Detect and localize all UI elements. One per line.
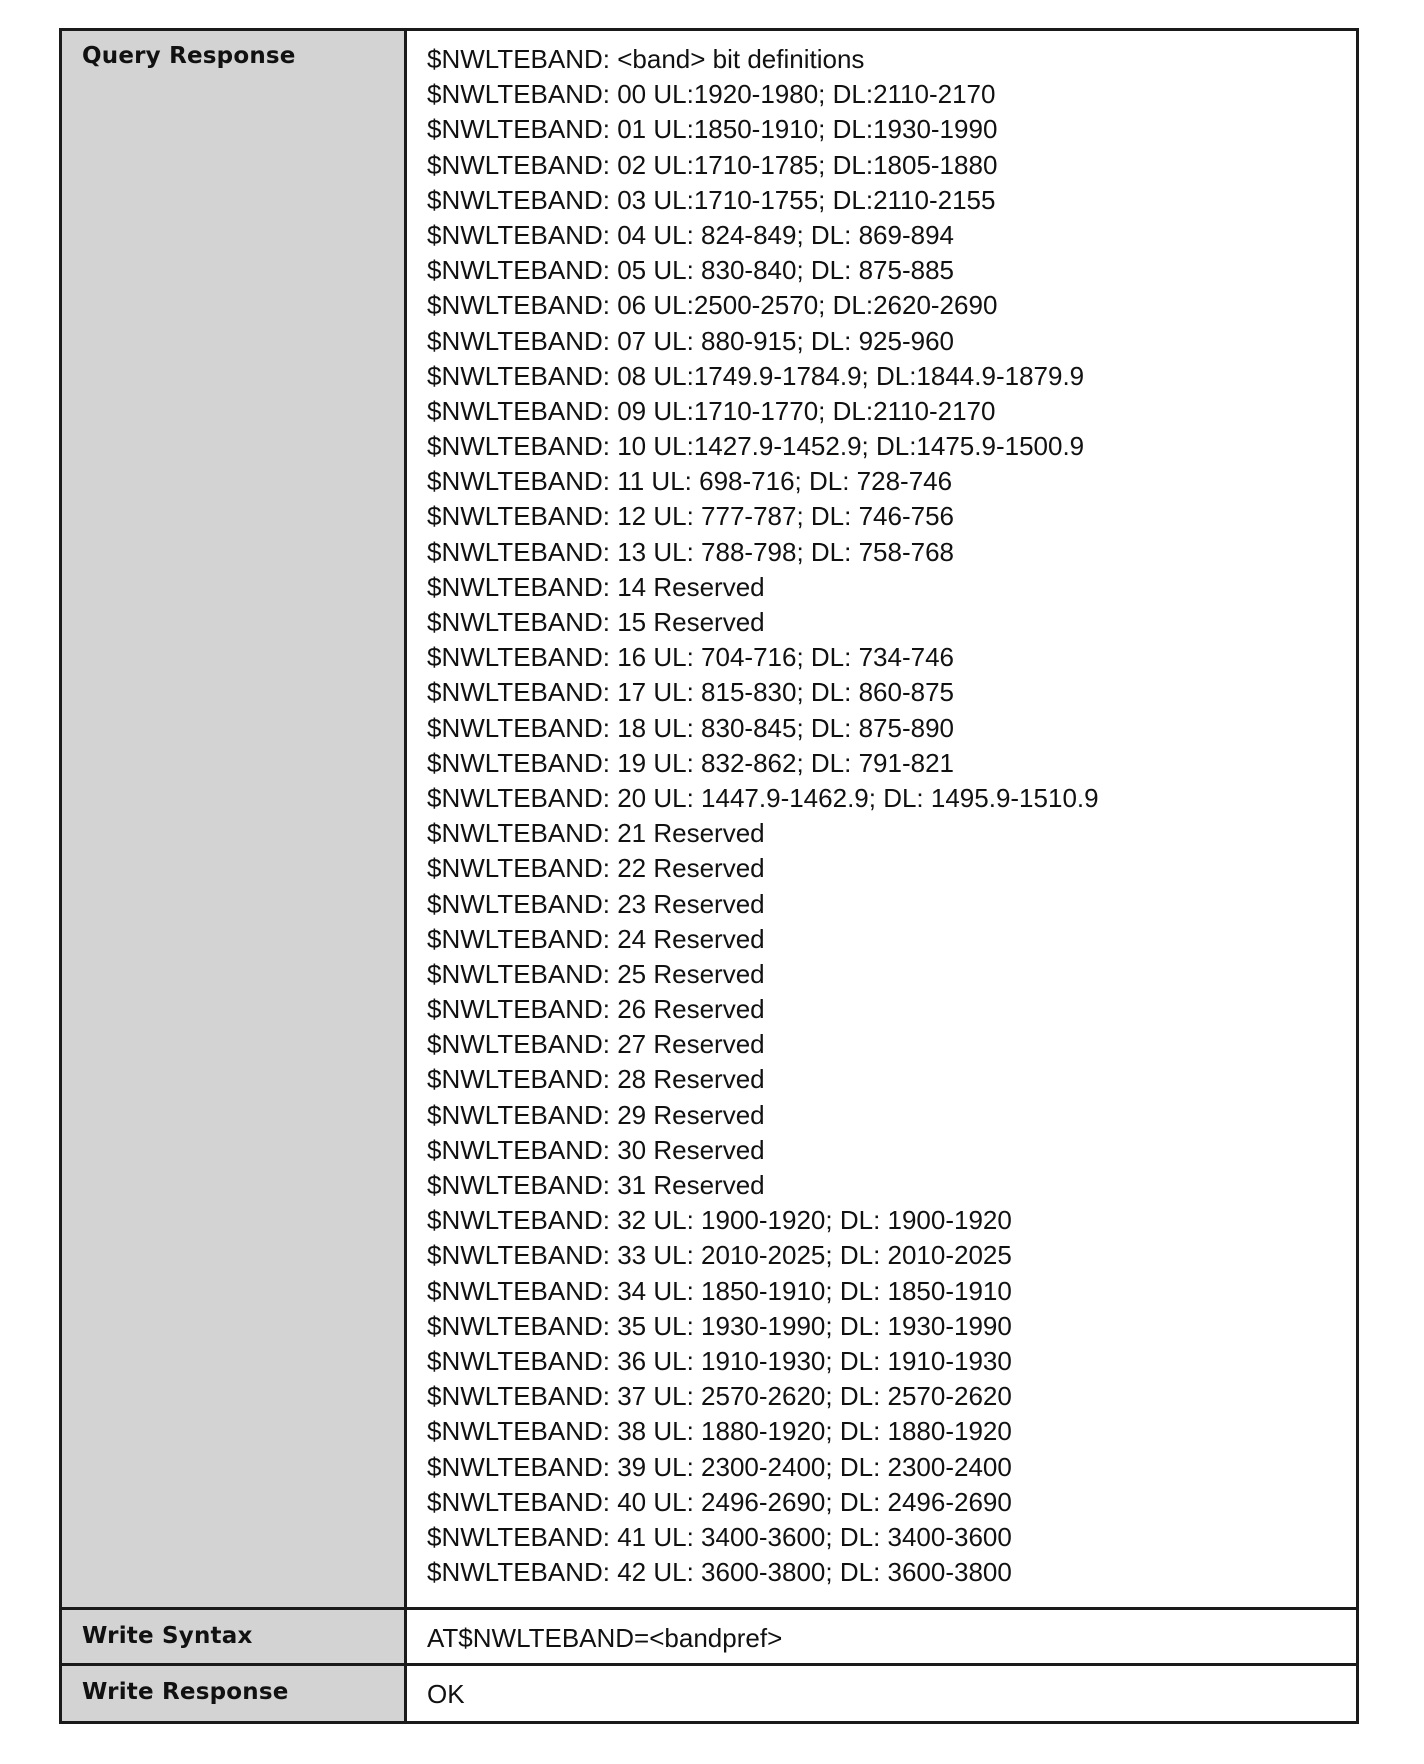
query-response-line: $NWLTEBAND: 09 UL:1710-1770; DL:2110-2170 — [427, 395, 996, 426]
query-response-line: $NWLTEBAND: 16 UL: 704-716; DL: 734-746 — [427, 642, 955, 673]
query-response-line: $NWLTEBAND: 41 UL: 3400-3600; DL: 3400-3600 — [427, 1521, 1012, 1552]
query-response-line: $NWLTEBAND: 08 UL:1749.9-1784.9; DL:1844.9-1879.9 — [427, 360, 1085, 391]
query-response-line: $NWLTEBAND: 18 UL: 830-845; DL: 875-890 — [427, 712, 955, 743]
query-response-label: Query Response — [62, 31, 407, 1607]
query-response-line: $NWLTEBAND: 28 Reserved — [427, 1064, 765, 1095]
query-response-line: $NWLTEBAND: 25 Reserved — [427, 958, 765, 989]
query-response-line: $NWLTEBAND: 42 UL: 3600-3800; DL: 3600-3800 — [427, 1557, 1012, 1588]
write-syntax-label: Write Syntax — [62, 1610, 407, 1663]
query-response-line: $NWLTEBAND: 23 Reserved — [427, 888, 765, 919]
query-response-line: $NWLTEBAND: 06 UL:2500-2570; DL:2620-2690 — [427, 290, 998, 321]
query-response-line: $NWLTEBAND: 03 UL:1710-1755; DL:2110-2155 — [427, 184, 996, 215]
write-response-value: OK — [427, 1679, 465, 1709]
query-response-line: $NWLTEBAND: 15 Reserved — [427, 607, 765, 637]
query-response-line: $NWLTEBAND: 37 UL: 2570-2620; DL: 2570-2620 — [427, 1381, 1012, 1412]
write-response-label: Write Response — [62, 1666, 407, 1721]
query-response-line: $NWLTEBAND: 24 Reserved — [427, 923, 765, 954]
query-response-line: $NWLTEBAND: 05 UL: 830-840; DL: 875-885 — [427, 255, 955, 286]
query-response-line: $NWLTEBAND: 13 UL: 788-798; DL: 758-768 — [427, 536, 955, 567]
write-syntax-value: AT$NWLTEBAND=<bandpref> — [427, 1623, 783, 1653]
query-response-line: $NWLTEBAND: 04 UL: 824-849; DL: 869-894 — [427, 219, 955, 250]
query-response-line: $NWLTEBAND: 02 UL:1710-1785; DL:1805-1880 — [427, 149, 998, 180]
query-response-line: $NWLTEBAND: 22 Reserved — [427, 853, 765, 884]
query-response-line: $NWLTEBAND: 33 UL: 2010-2025; DL: 2010-2025 — [427, 1240, 1012, 1271]
write-response-row — [62, 1666, 1356, 1721]
query-response-line: $NWLTEBAND: 32 UL: 1900-1920; DL: 1900-1920 — [427, 1205, 1012, 1236]
at-command-table — [59, 28, 1359, 1724]
query-response-line: $NWLTEBAND: 29 Reserved — [427, 1099, 765, 1130]
query-response-line: $NWLTEBAND: 17 UL: 815-830; DL: 860-875 — [427, 677, 955, 708]
query-response-row — [62, 31, 1356, 1610]
query-response-line: $NWLTEBAND: 35 UL: 1930-1990; DL: 1930-1990 — [427, 1310, 1012, 1341]
write-syntax-row — [62, 1610, 1356, 1666]
query-response-line: $NWLTEBAND: 26 Reserved — [427, 994, 765, 1025]
query-response-value — [407, 31, 1356, 1607]
query-response-line: $NWLTEBAND: 30 Reserved — [427, 1134, 765, 1165]
query-response-line: $NWLTEBAND: 20 UL: 1447.9-1462.9; DL: 1495.9-1510.9 — [427, 782, 1099, 813]
query-response-line: $NWLTEBAND: <band> bit definitions — [427, 44, 865, 74]
query-response-line: $NWLTEBAND: 36 UL: 1910-1930; DL: 1910-1930 — [427, 1345, 1012, 1376]
query-response-line: $NWLTEBAND: 11 UL: 698-716; DL: 728-746 — [427, 466, 953, 497]
query-response-line: $NWLTEBAND: 38 UL: 1880-1920; DL: 1880-1920 — [427, 1416, 1012, 1447]
query-response-line: $NWLTEBAND: 21 Reserved — [427, 818, 765, 849]
query-response-line: $NWLTEBAND: 01 UL:1850-1910; DL:1930-1990 — [427, 114, 998, 145]
query-response-line: $NWLTEBAND: 10 UL:1427.9-1452.9; DL:1475.9-1500.9 — [427, 431, 1085, 462]
query-response-line: $NWLTEBAND: 07 UL: 880-915; DL: 925-960 — [427, 325, 955, 356]
query-response-line: $NWLTEBAND: 00 UL:1920-1980; DL:2110-2170 — [427, 79, 996, 110]
query-response-line: $NWLTEBAND: 34 UL: 1850-1910; DL: 1850-1910 — [427, 1275, 1012, 1306]
query-response-line: $NWLTEBAND: 12 UL: 777-787; DL: 746-756 — [427, 501, 955, 532]
query-response-line: $NWLTEBAND: 19 UL: 832-862; DL: 791-821 — [427, 747, 955, 778]
query-response-line: $NWLTEBAND: 31 Reserved — [427, 1170, 765, 1200]
query-response-line: $NWLTEBAND: 14 Reserved — [427, 571, 765, 602]
query-response-line: $NWLTEBAND: 40 UL: 2496-2690; DL: 2496-2690 — [427, 1486, 1012, 1517]
query-response-line: $NWLTEBAND: 27 Reserved — [427, 1029, 765, 1060]
query-response-line: $NWLTEBAND: 39 UL: 2300-2400; DL: 2300-2400 — [427, 1451, 1012, 1482]
